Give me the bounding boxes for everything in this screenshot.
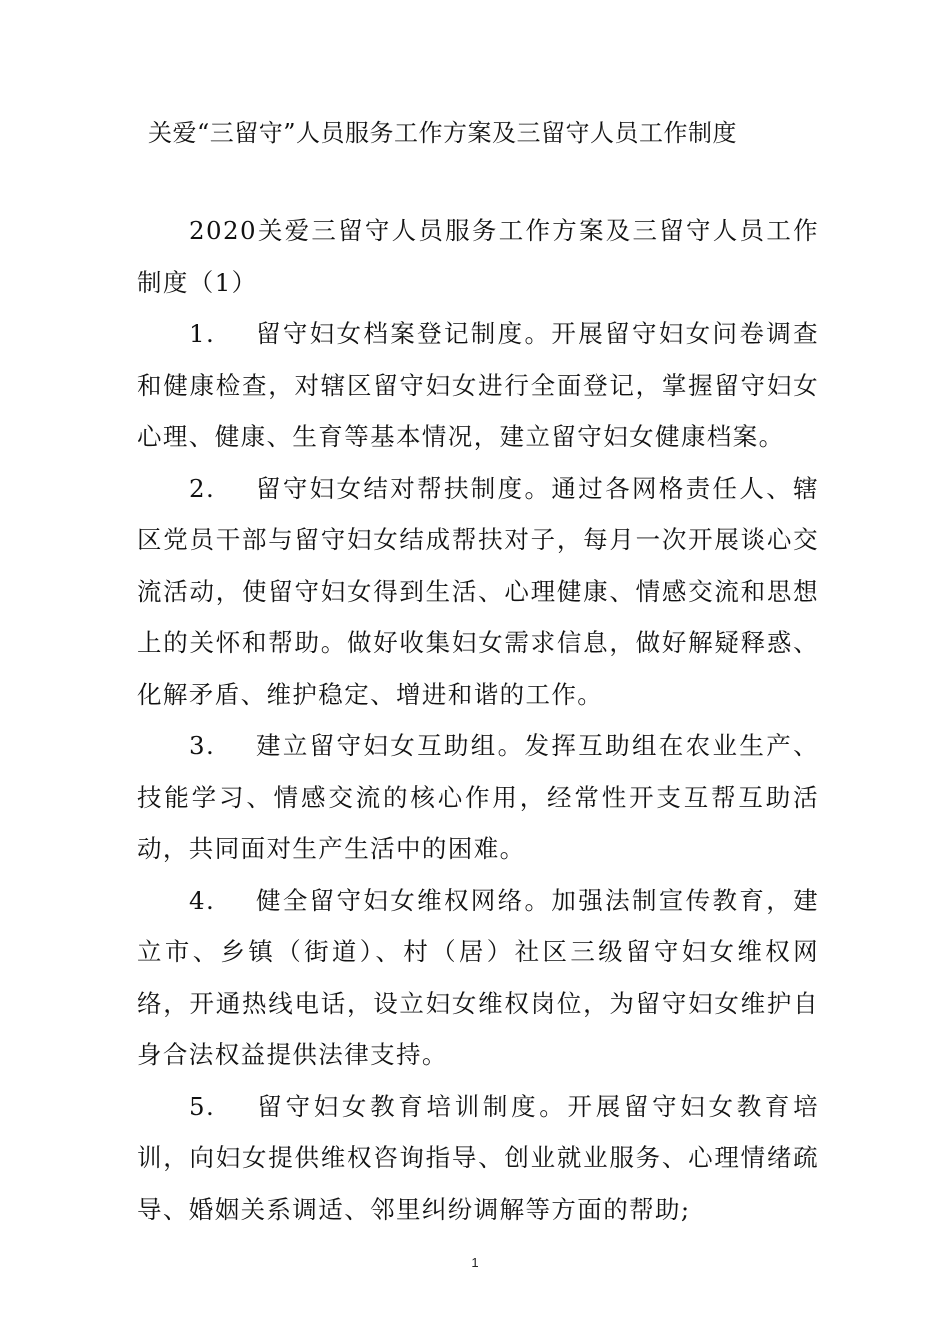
list-item [137,875,819,1081]
document-body [137,205,819,1235]
item-number: 2. [189,473,216,503]
item-text: 留守妇女结对帮扶制度。通过各网格责任人、辖区党员干部与留守妇女结成帮扶对子，每月一次开展谈心交流活动，使留守妇女得到生活、心理健康、情感交流和思想上的关怀和帮助。做好收集妇女需求信息，做好解疑释惑、化解矛盾、维护稳定、增进和谐的工作。 [137,473,819,709]
item-number: 3. [189,731,216,760]
list-item [137,463,819,721]
item-text: 留守妇女档案登记制度。开展留守妇女问卷调查和健康检查，对辖区留守妇女进行全面登记，掌握留守妇女心理、健康、生育等基本情况，建立留守妇女健康档案。 [137,319,819,451]
intro-paragraph: 2020关爱三留守人员服务工作方案及三留守人员工作制度（1） [137,216,819,297]
page-number: 1 [471,1255,479,1270]
item-text: 健全留守妇女维权网络。加强法制宣传教育，建立市、乡镇（街道）、村（居）社区三级留守妇女维权网络，开通热线电话，设立妇女维权岗位，为留守妇女维护自身合法权益提供法律支持。 [137,885,819,1069]
item-number: 1. [189,319,216,348]
list-item [137,308,819,463]
item-number: 5. [189,1091,216,1121]
list-item [137,720,819,875]
list-item [137,1081,819,1236]
item-number: 4. [189,885,216,915]
document-title: 关爱“三留守”人员服务工作方案及三留守人员工作制度 [148,119,738,147]
item-text: 留守妇女教育培训制度。开展留守妇女教育培训，向妇女提供维权咨询指导、创业就业服务、心理情绪疏导、婚姻关系调适、邻里纠纷调解等方面的帮助; [137,1091,819,1224]
item-text: 建立留守妇女互助组。发挥互助组在农业生产、技能学习、情感交流的核心作用，经常性开支互帮互助活动，共同面对生产生活中的困难。 [137,731,819,863]
